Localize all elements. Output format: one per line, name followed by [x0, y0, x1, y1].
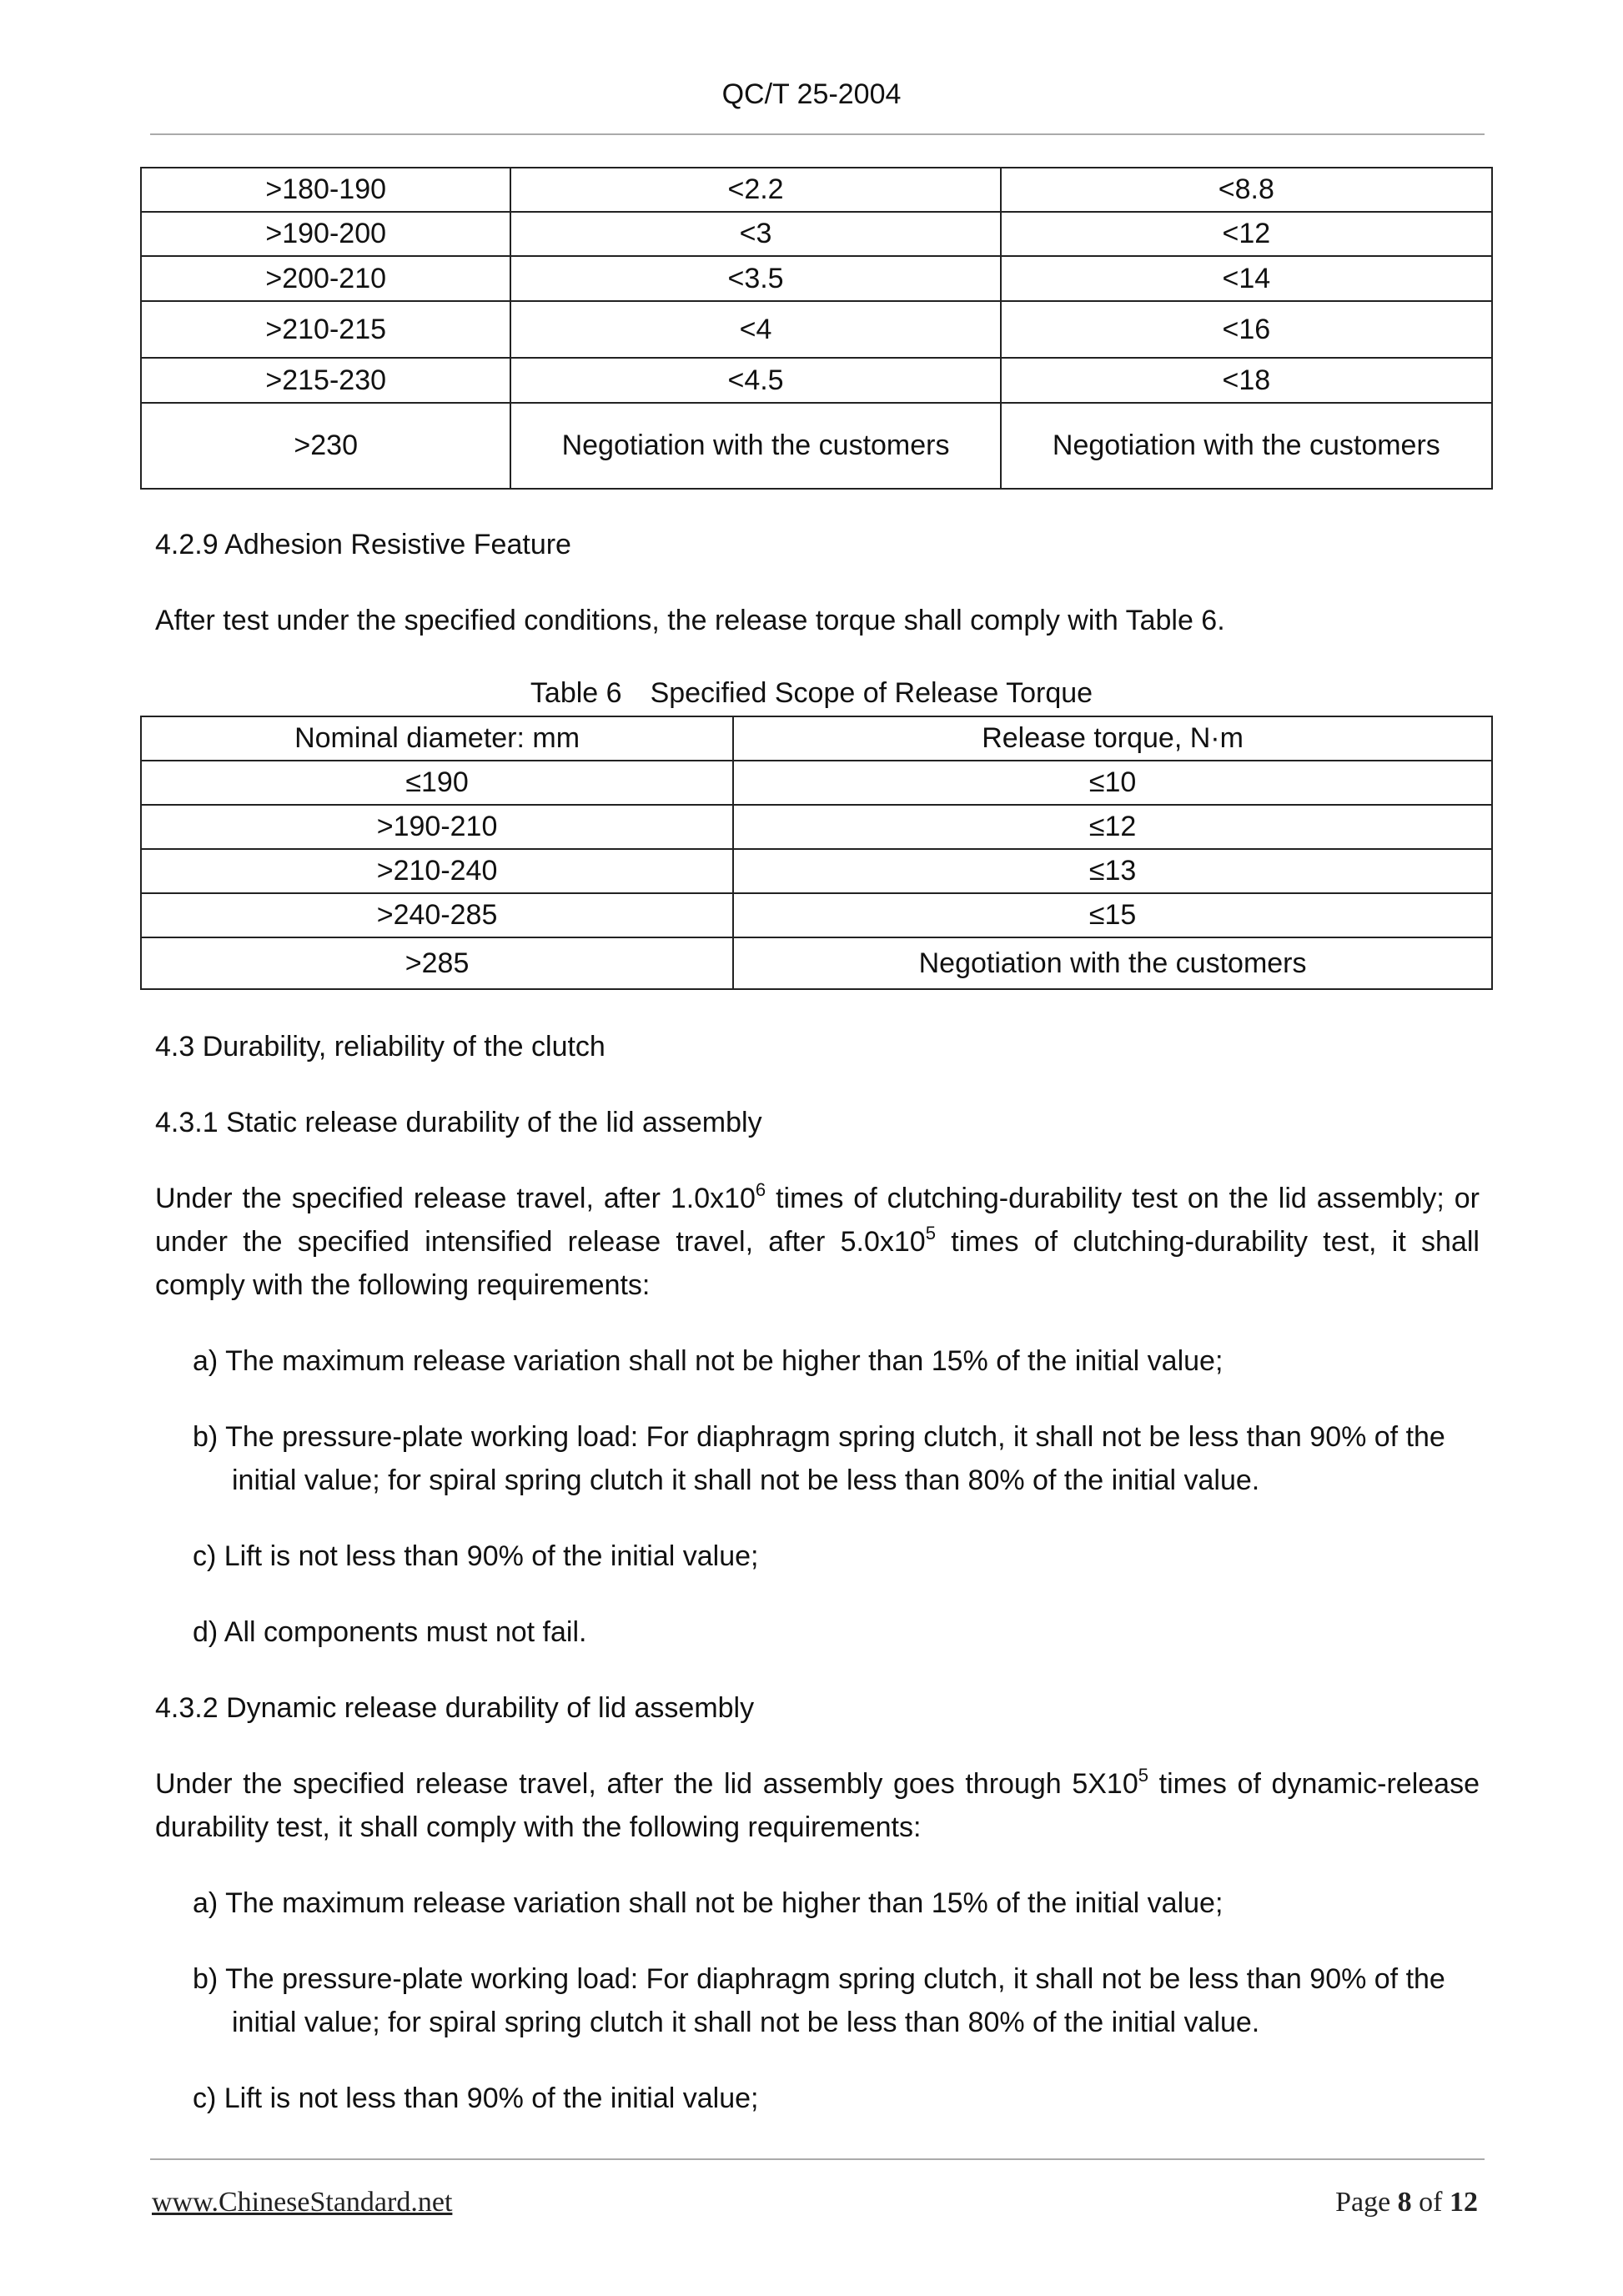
- current-page: 8: [1397, 2187, 1412, 2218]
- table-cell: ≤12: [733, 805, 1492, 849]
- website-link[interactable]: www.ChineseStandard.net: [152, 2187, 453, 2218]
- table-cell: ≤15: [733, 893, 1492, 937]
- table-cell: >190-210: [141, 805, 733, 849]
- section-429-heading: 4.2.9 Adhesion Resistive Feature: [155, 529, 571, 560]
- tolerance-table: [140, 167, 1493, 490]
- footer-divider: [150, 2158, 1485, 2160]
- table-cell: Negotiation with the customers: [510, 403, 1000, 489]
- table6-caption: [0, 677, 1623, 710]
- table-row: [141, 358, 1492, 403]
- table-header-row: [141, 716, 1492, 761]
- table-row: [141, 301, 1492, 358]
- table-cell: >240-285: [141, 893, 733, 937]
- table-cell: <3.5: [510, 256, 1000, 301]
- superscript: 5: [1138, 1765, 1148, 1786]
- paragraph-text: Under the specified release travel, after the lid assembly goes through 5X10: [155, 1768, 1138, 1800]
- table-cell: <2.2: [510, 168, 1000, 212]
- table-cell: ≤13: [733, 849, 1492, 893]
- table-cell: <8.8: [1001, 168, 1492, 212]
- table-row: [141, 849, 1492, 893]
- section-431-heading: 4.3.1 Static release durability of the lid assembly: [155, 1107, 762, 1138]
- header-divider: [150, 133, 1485, 135]
- table-cell: >210-240: [141, 849, 733, 893]
- table-cell: <12: [1001, 212, 1492, 256]
- table-row: [141, 805, 1492, 849]
- table-cell: ≤10: [733, 761, 1492, 805]
- total-pages: 12: [1450, 2187, 1478, 2218]
- table-row: [141, 212, 1492, 256]
- list-item: b) The pressure-plate working load: For diaphragm spring clutch, it shall not be less than 90% of the: [193, 1963, 1445, 1995]
- table-cell: >180-190: [141, 168, 510, 212]
- paragraph-text: times of clutching-durability test on the lid assembly; or under the specified intensified release travel, after 5.0x10: [155, 1183, 1480, 1258]
- document-code-header: QC/T 25-2004: [721, 78, 902, 110]
- table-cell: >230: [141, 403, 510, 489]
- superscript: 6: [755, 1179, 766, 1200]
- table-cell: >285: [141, 937, 733, 989]
- list-item: a) The maximum release variation shall not be higher than 15% of the initial value;: [193, 1345, 1224, 1377]
- page-of: of: [1419, 2187, 1443, 2218]
- table-cell: ≤190: [141, 761, 733, 805]
- paragraph-text: Under the specified release travel, after 1.0x10: [155, 1183, 756, 1214]
- paragraph-text: times of clutching-durability test, it shall comply with the following requirements:: [155, 1226, 1480, 1301]
- section-43-heading: 4.3 Durability, reliability of the clutch: [155, 1031, 605, 1063]
- table-cell: <14: [1001, 256, 1492, 301]
- table-cell: Negotiation with the customers: [1001, 403, 1492, 489]
- list-item: b) The pressure-plate working load: For diaphragm spring clutch, it shall not be less than 90% of the: [193, 1421, 1445, 1453]
- section-432-paragraph: [155, 1762, 1480, 1849]
- page-number: [1335, 2187, 1478, 2218]
- list-item-continuation: initial value; for spiral spring clutch it shall not be less than 80% of the initial value.: [232, 1465, 1260, 1496]
- list-item: a) The maximum release variation shall not be higher than 15% of the initial value;: [193, 1887, 1224, 1919]
- section-432-heading: 4.3.2 Dynamic release durability of lid assembly: [155, 1692, 755, 1724]
- table-row: [141, 403, 1492, 489]
- list-item: d) All components must not fail.: [193, 1616, 587, 1648]
- paragraph-text: times of dynamic-release durability test, it shall comply with the following requirements:: [155, 1768, 1480, 1843]
- table-cell: Negotiation with the customers: [733, 937, 1492, 989]
- release-torque-table: [140, 716, 1493, 990]
- table-cell: <4: [510, 301, 1000, 358]
- table-cell: >190-200: [141, 212, 510, 256]
- page-prefix: Page: [1335, 2187, 1391, 2218]
- table-cell: >200-210: [141, 256, 510, 301]
- table6-caption-title: Specified Scope of Release Torque: [650, 677, 1093, 709]
- table-header-cell: Release torque, N·m: [733, 716, 1492, 761]
- section-429-text: After test under the specified conditions, the release torque shall comply with Table 6.: [155, 605, 1225, 636]
- table-cell: <4.5: [510, 358, 1000, 403]
- list-item: c) Lift is not less than 90% of the initial value;: [193, 2082, 759, 2114]
- table-row: [141, 168, 1492, 212]
- superscript: 5: [925, 1223, 936, 1243]
- table-cell: <18: [1001, 358, 1492, 403]
- table-cell: >215-230: [141, 358, 510, 403]
- table-cell: >210-215: [141, 301, 510, 358]
- list-item: c) Lift is not less than 90% of the initial value;: [193, 1540, 759, 1572]
- table-row: [141, 937, 1492, 989]
- table6-caption-label: Table 6: [530, 677, 622, 709]
- table-row: [141, 256, 1492, 301]
- table-row: [141, 893, 1492, 937]
- section-431-paragraph: [155, 1177, 1480, 1307]
- table-cell: <3: [510, 212, 1000, 256]
- table-cell: <16: [1001, 301, 1492, 358]
- table-row: [141, 761, 1492, 805]
- list-item-continuation: initial value; for spiral spring clutch it shall not be less than 80% of the initial value.: [232, 2007, 1260, 2038]
- table-header-cell: Nominal diameter: mm: [141, 716, 733, 761]
